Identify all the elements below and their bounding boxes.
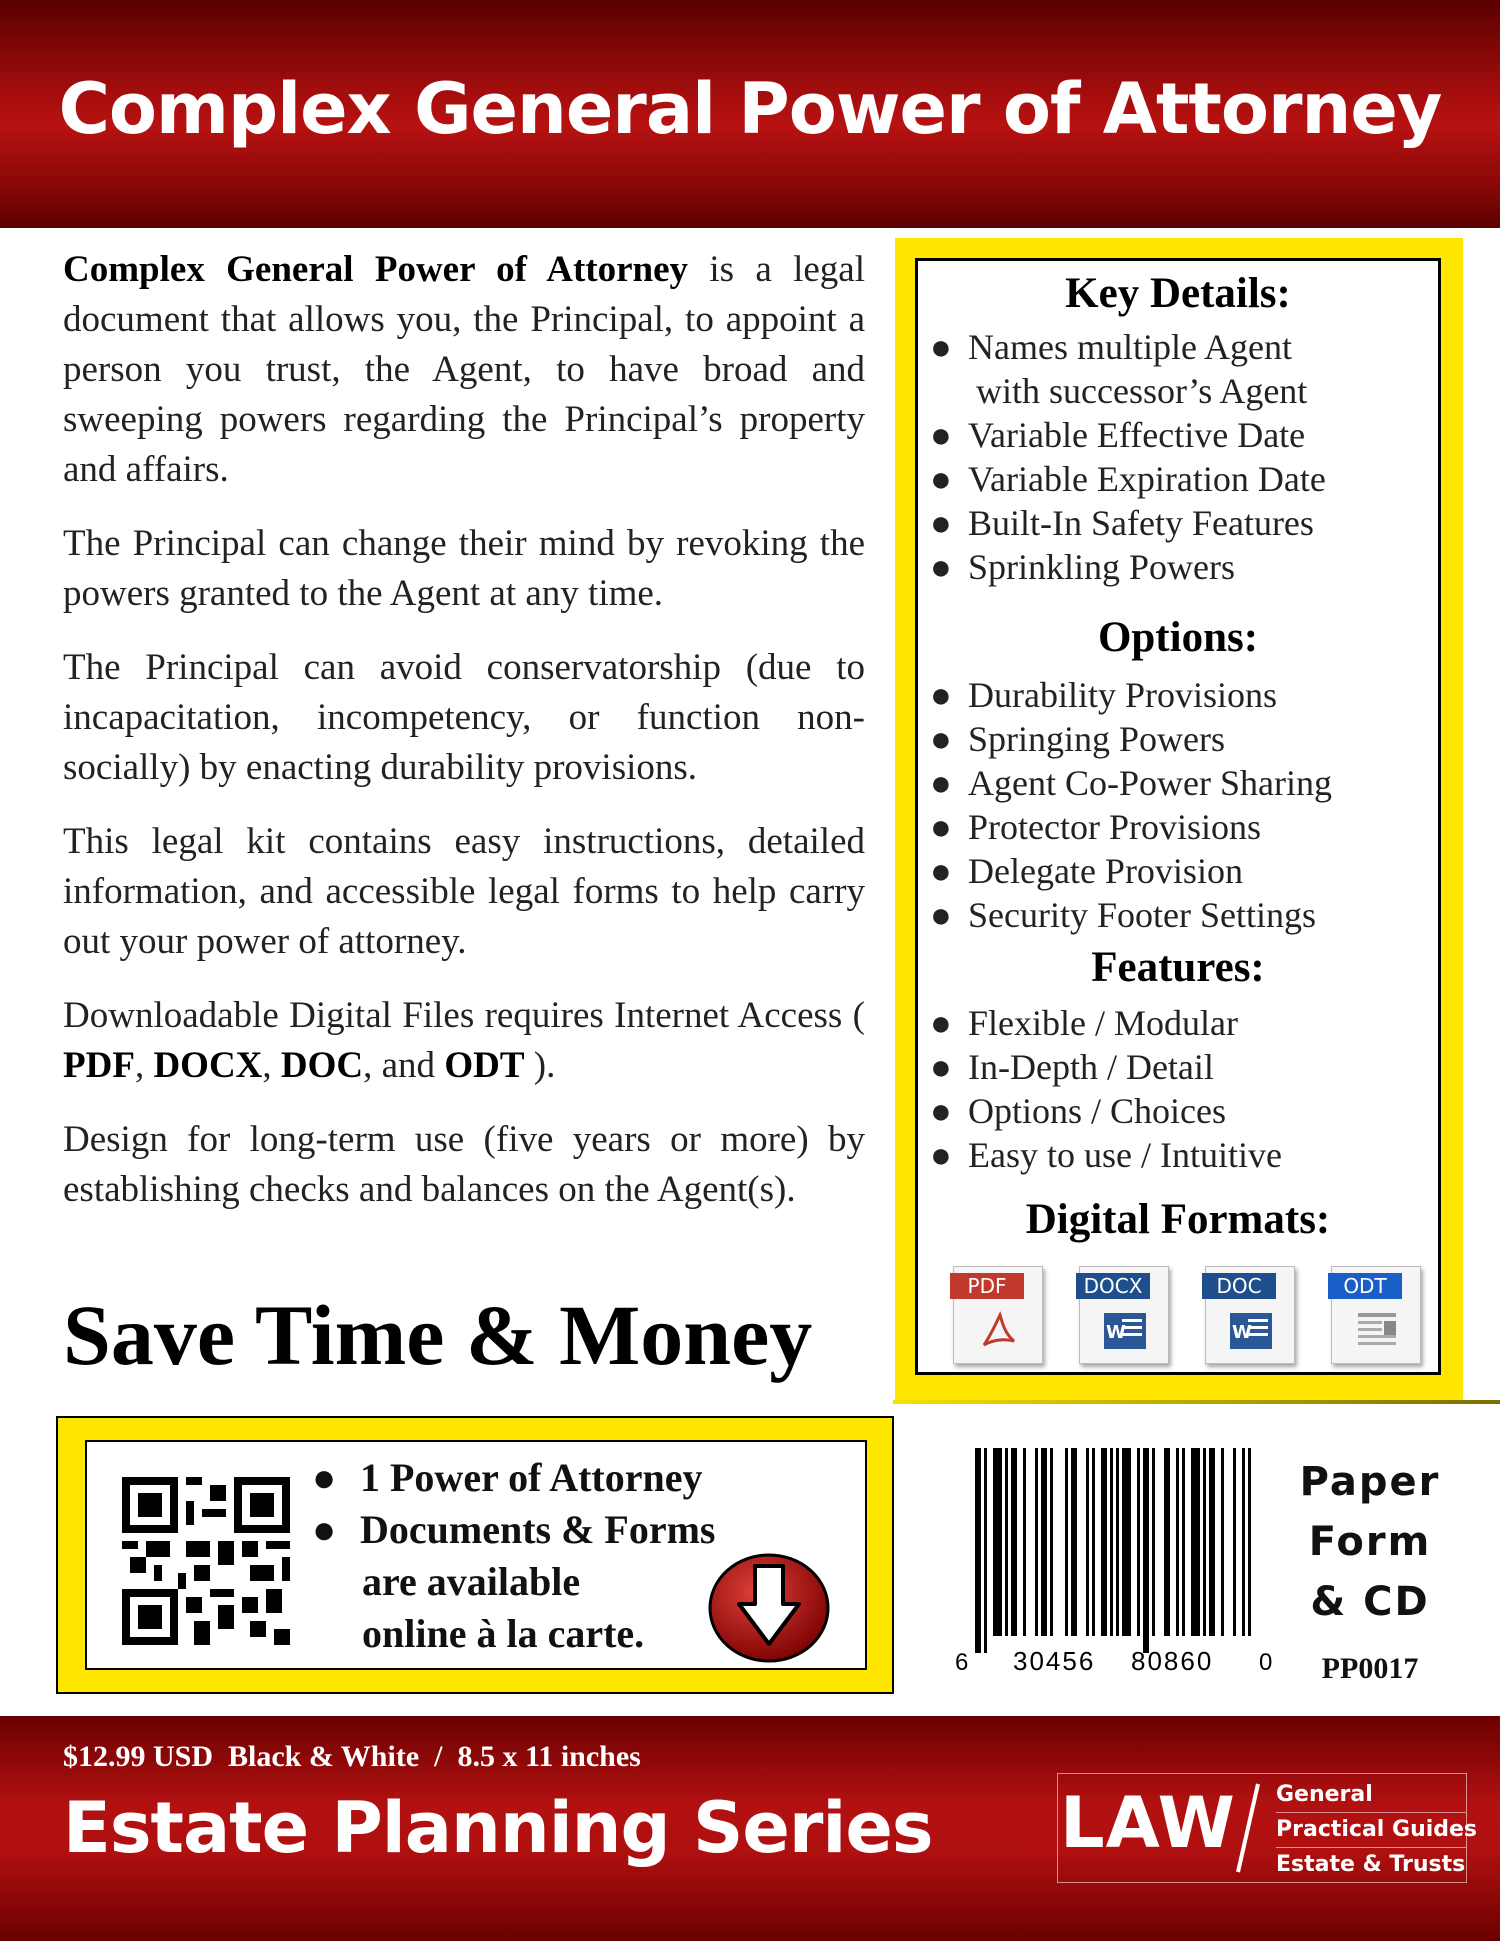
options-heading: Options: — [1097, 614, 1259, 661]
intro-product-name: Complex General Power of Attorney — [63, 249, 689, 290]
barcode-group-1: 30456 — [1013, 1646, 1096, 1676]
barcode-bar — [1011, 1448, 1017, 1636]
barcode-bar — [1203, 1448, 1206, 1636]
list-item: ● Variable Expiration Date — [930, 459, 1326, 499]
list-item: ● Durability Provisions — [930, 675, 1278, 715]
barcode-right-digit: 0 — [1259, 1649, 1273, 1676]
list-item: with successor’s Agent — [976, 371, 1308, 411]
digital-formats-heading: Digital Formats: — [1025, 1196, 1331, 1243]
barcode-bar — [1086, 1448, 1089, 1636]
list-item: ● 1 Power of Attorney — [312, 1455, 703, 1500]
list-item: ● In-Depth / Detail — [930, 1047, 1214, 1087]
intro-paragraph-6: Design for long-term use (five years or more) by establishing checks and balances on the Agent(s). — [63, 1119, 865, 1210]
barcode-bar — [1176, 1448, 1179, 1636]
barcode-bar — [1110, 1448, 1113, 1636]
barcode-bar — [1101, 1448, 1107, 1636]
list-item: ● Security Footer Settings — [930, 895, 1316, 935]
price-line: $12.99 USD Black & White / 8.5 x 11 inches — [63, 1740, 641, 1773]
barcode-bar — [1143, 1448, 1149, 1653]
barcode-bar — [1023, 1448, 1026, 1636]
barcode-bar — [1182, 1448, 1185, 1636]
barcode-bar — [993, 1448, 1002, 1636]
format-label: Paper Form & CD — [1299, 1459, 1441, 1625]
intro-paragraph-4: This legal kit contains easy instructions, detailed information, and accessible legal forms to help carry out your power of attorney. — [63, 821, 865, 962]
intro-paragraph-3: The Principal can avoid conservatorship (due to incapacitation, incompetency, or function non-socially) by enacting durability provisions. — [63, 647, 865, 788]
barcode-bar — [1164, 1448, 1170, 1636]
key-details-list — [918, 325, 1438, 589]
barcode-bar — [1152, 1448, 1155, 1636]
pdf-file-icon: PDF — [953, 1266, 1043, 1364]
barcode-left-digit: 6 — [955, 1649, 969, 1676]
law-logo: LAW — [1060, 1782, 1236, 1864]
list-item: ● Easy to use / Intuitive — [930, 1135, 1282, 1175]
svg-text:W: W — [1106, 1322, 1126, 1343]
barcode-bar — [1122, 1448, 1131, 1636]
barcode-bar — [1191, 1448, 1200, 1636]
intro-paragraph-1: Complex General Power of Attorney is a legal document that allows you, the Principal, to appoint a person you trust, the Agent, to have broad and sweeping powers regarding the Principal’s property and affairs. — [63, 249, 865, 490]
barcode-bar — [1209, 1448, 1215, 1636]
barcode-bar — [1233, 1448, 1236, 1636]
barcode-bar — [1116, 1448, 1119, 1636]
barcode-bar — [984, 1448, 987, 1653]
barcode-bar — [975, 1448, 981, 1653]
divider — [893, 1400, 1500, 1404]
list-item: ● Agent Co-Power Sharing — [930, 763, 1332, 803]
intro-text — [63, 245, 865, 1239]
features-heading: Features: — [1091, 944, 1265, 991]
intro-paragraph-5: Downloadable Digital Files requires Internet Access ( PDF, DOCX, DOC, and ODT ). — [63, 995, 865, 1086]
list-item: ● Variable Effective Date — [930, 415, 1306, 455]
options-list — [918, 673, 1438, 937]
law-logo-lines: General Practical Guides Estate & Trusts — [1276, 1778, 1466, 1882]
docx-file-icon: DOCX W — [1079, 1266, 1169, 1364]
list-item: ● Names multiple Agent — [930, 327, 1292, 367]
save-heading: Save Time & Money — [63, 1287, 813, 1383]
barcode-bar — [1050, 1448, 1053, 1636]
barcode-bar — [1065, 1448, 1068, 1636]
series-title: Estate Planning Series — [63, 1787, 933, 1869]
promo-line-3: are available — [362, 1559, 581, 1604]
barcode — [955, 1448, 1273, 1676]
list-item: ● Built-In Safety Features — [930, 503, 1314, 543]
list-item: ● Protector Provisions — [930, 807, 1261, 847]
list-item: ● Springing Powers — [930, 719, 1226, 759]
download-arrow-icon — [707, 1552, 831, 1664]
barcode-bar — [1137, 1448, 1140, 1636]
slash-icon — [1232, 1778, 1262, 1878]
product-code: PP0017 — [1321, 1652, 1419, 1685]
barcode-bar — [1005, 1448, 1008, 1636]
qr-code-icon — [122, 1477, 290, 1645]
list-item: ● Options / Choices — [930, 1091, 1226, 1131]
list-item: ● Flexible / Modular — [930, 1003, 1238, 1043]
doc-file-icon: DOC W — [1205, 1266, 1295, 1364]
odt-file-icon: ODT — [1331, 1266, 1421, 1364]
list-item: ● Documents & Forms — [312, 1507, 716, 1552]
promo-list — [312, 1452, 852, 1556]
barcode-bar — [1035, 1448, 1038, 1636]
barcode-group-2: 80860 — [1131, 1646, 1214, 1676]
digital-formats-icons — [953, 1266, 1423, 1366]
key-details-heading: Key Details: — [1065, 270, 1291, 317]
barcode-bar — [1092, 1448, 1095, 1636]
barcode-bar — [1248, 1448, 1251, 1636]
barcode-bar — [1221, 1448, 1224, 1636]
barcode-bar — [1242, 1448, 1245, 1636]
list-item: ● Sprinkling Powers — [930, 547, 1236, 587]
details-box — [895, 238, 1463, 1400]
promo-panel — [85, 1440, 867, 1670]
svg-text:W: W — [1232, 1322, 1252, 1343]
features-list — [918, 1001, 1438, 1177]
barcode-bar — [1041, 1448, 1047, 1636]
intro-paragraph-2: The Principal can change their mind by revoking the powers granted to the Agent at any time. — [63, 523, 865, 614]
promo-line-4: online à la carte. — [362, 1611, 645, 1656]
list-item: ● Delegate Provision — [930, 851, 1243, 891]
page-title: Complex General Power of Attorney — [58, 68, 1442, 150]
details-panel — [915, 258, 1441, 1375]
barcode-bar — [1071, 1448, 1077, 1636]
promo-box — [56, 1416, 894, 1694]
